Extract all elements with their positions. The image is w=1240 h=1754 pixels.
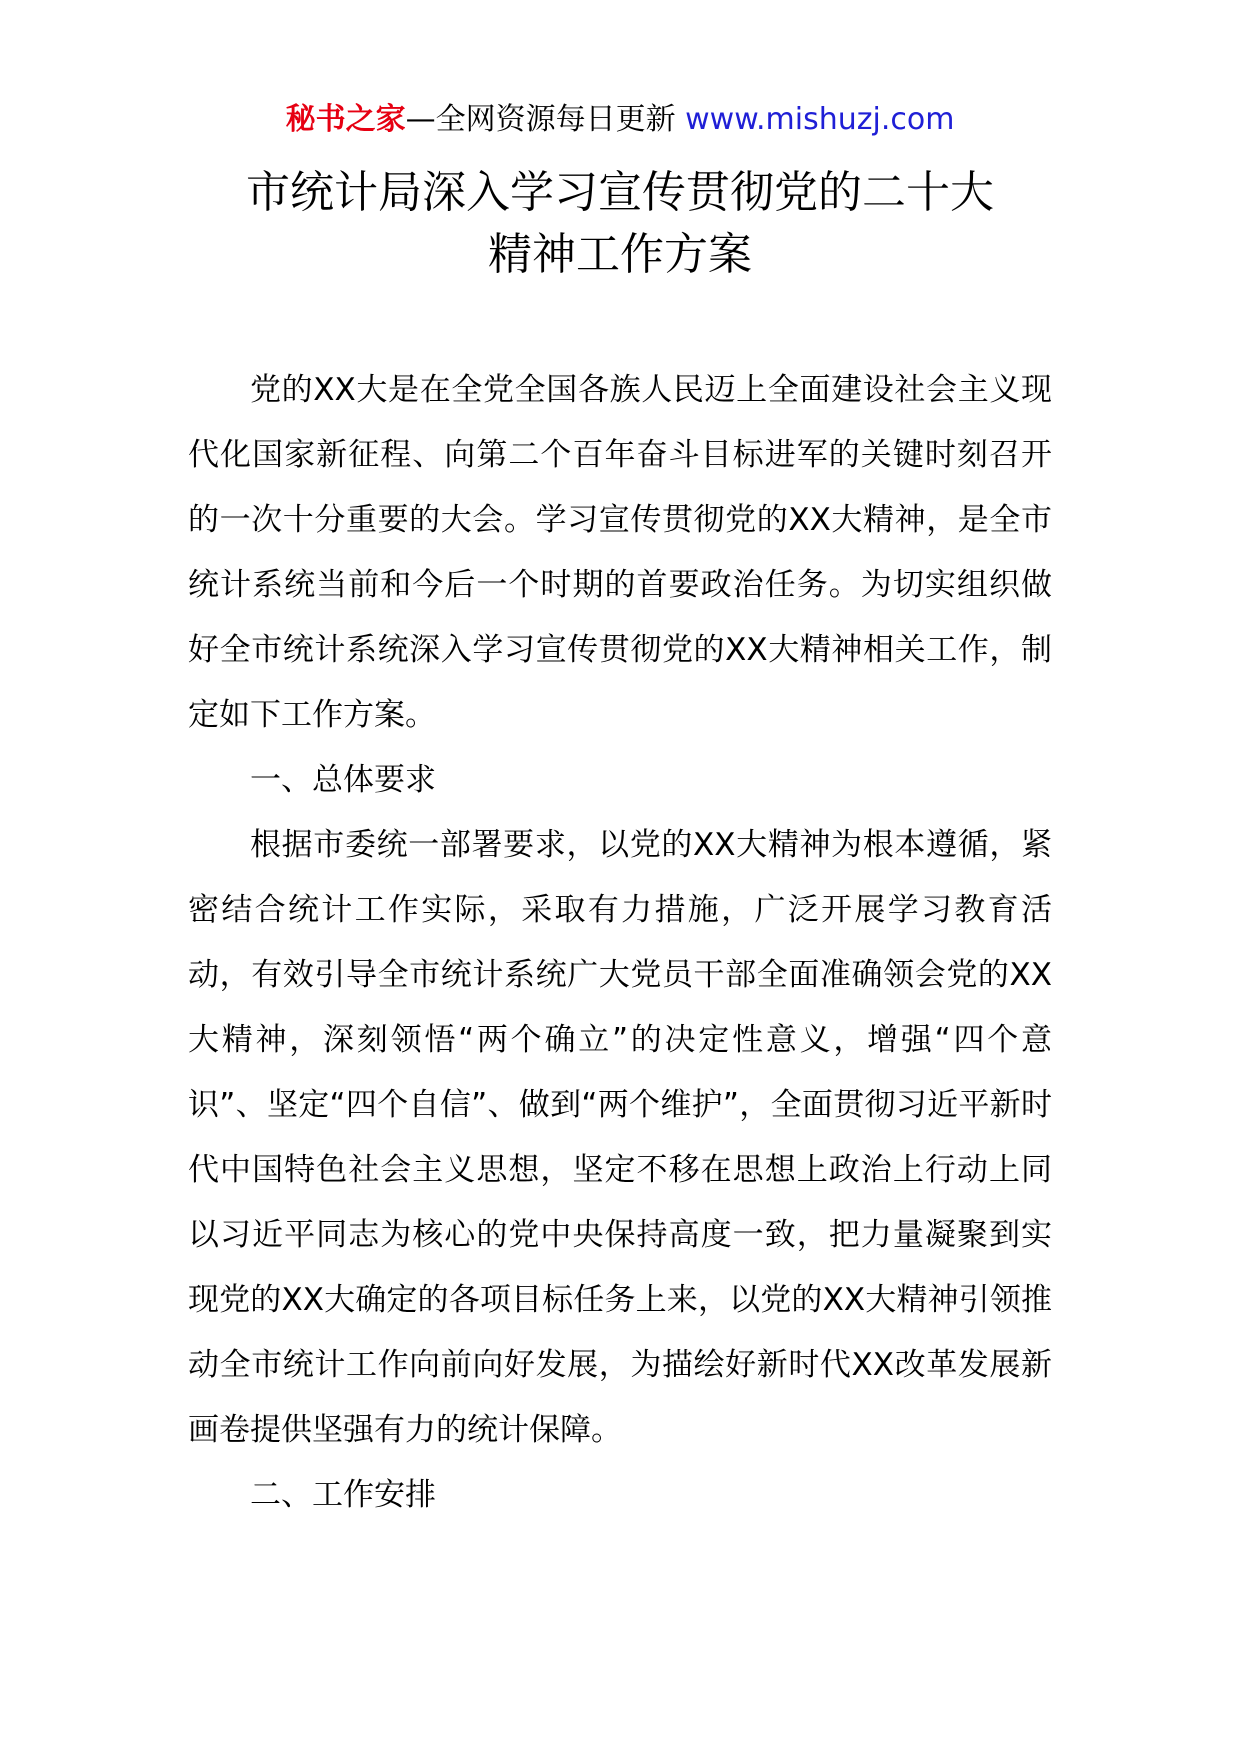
section-2-heading: 二、工作安排: [250, 1477, 436, 1513]
title-line-1: 市统计局深入学习宣传贯彻党的二十大: [246, 167, 994, 218]
header-tagline: —全网资源每日更新: [405, 102, 686, 137]
section-1-heading: 一、总体要求: [250, 762, 436, 798]
document-body: [188, 358, 1052, 1528]
document-title: [0, 162, 1240, 286]
site-header: [0, 98, 1240, 142]
site-url-link[interactable]: www.mishuzj.com: [685, 102, 955, 137]
intro-paragraph: 党的XX大是在全党全国各族人民迈上全面建设社会主义现代化国家新征程、向第二个百年奋斗目标进军的关键时刻召开的一次十分重要的大会。学习宣传贯彻党的XX大精神，是全市统计系统当前和今后一个时期的首要政治任务。为切实组织做好全市统计系统深入学习宣传贯彻党的XX大精神相关工作，制定如下工作方案。: [188, 372, 1052, 733]
brand-name: 秘书之家: [285, 102, 406, 137]
section-1-paragraph: 根据市委统一部署要求，以党的XX大精神为根本遵循，紧密结合统计工作实际，采取有力措施，广泛开展学习教育活动，有效引导全市统计系统广大党员干部全面准确领会党的XX大精神，深刻领悟“两个确立”的决定性意义，增强“四个意识”、坚定“四个自信”、做到“两个维护”，全面贯彻习近平新时代中国特色社会主义思想，坚定不移在思想上政治上行动上同以习近平同志为核心的党中央保持高度一致，把力量凝聚到实现党的XX大确定的各项目标任务上来，以党的XX大精神引领推动全市统计工作向前向好发展，为描绘好新时代XX改革发展新画卷提供坚强有力的统计保障。: [188, 827, 1052, 1448]
title-line-2: 精神工作方案: [488, 229, 752, 280]
